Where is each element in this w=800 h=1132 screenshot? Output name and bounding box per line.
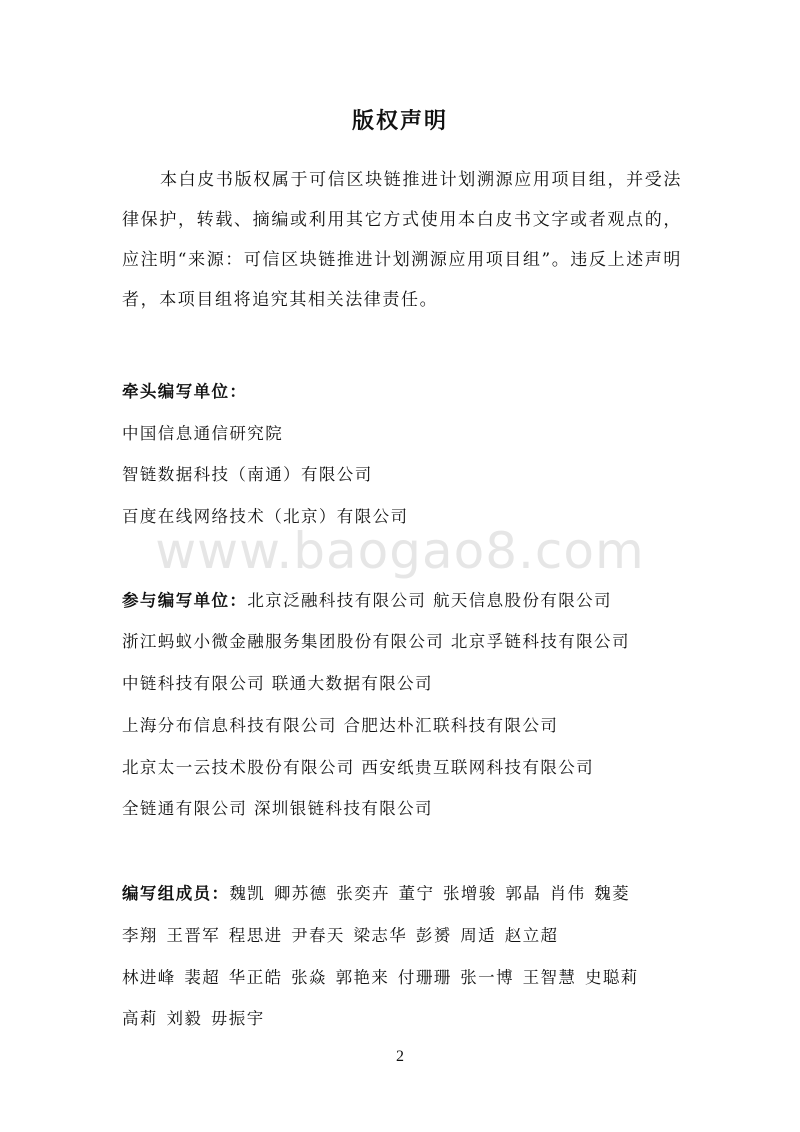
participating-unit-line: 上海分布信息科技有限公司 合肥达朴汇联科技有限公司 bbox=[122, 716, 559, 735]
participating-units-line-first bbox=[122, 587, 722, 611]
members-line: 高莉 刘毅 毋振宇 bbox=[122, 1009, 265, 1028]
watermark: www.baogao8.com bbox=[155, 522, 645, 580]
members-line-first bbox=[122, 880, 722, 904]
lead-unit-item: 中国信息通信研究院 bbox=[122, 424, 284, 443]
members-label: 编写组成员： bbox=[122, 884, 230, 903]
participating-unit-line: 北京太一云技术股份有限公司 西安纸贵互联网科技有限公司 bbox=[122, 758, 595, 777]
participating-unit-line: 浙江蚂蚁小微金融服务集团股份有限公司 北京孚链科技有限公司 bbox=[122, 632, 630, 651]
participating-unit-line: 中链科技有限公司 联通大数据有限公司 bbox=[122, 674, 433, 693]
members-line: 魏凯 卿苏德 张奕卉 董宁 张增骏 郭晶 肖伟 魏菱 bbox=[229, 884, 631, 903]
participating-unit-line: 全链通有限公司 深圳银链科技有限公司 bbox=[122, 799, 433, 818]
participating-unit-line: 北京泛融科技有限公司 航天信息股份有限公司 bbox=[247, 591, 612, 610]
page-number: 2 bbox=[396, 1048, 404, 1065]
copyright-statement: 本白皮书版权属于可信区块链推进计划溯源应用项目组，并受法律保护，转载、摘编或利用其它方式使用本白皮书文字或者观点的，应注明“来源：可信区块链推进计划溯源应用项目组”。违反上述声明者，本项目组将追究其相关法律责任。 bbox=[122, 170, 682, 310]
participating-units-label: 参与编写单位： bbox=[122, 591, 248, 610]
lead-unit-item: 智链数据科技（南通）有限公司 bbox=[122, 465, 373, 484]
lead-unit-item: 百度在线网络技术（北京）有限公司 bbox=[122, 507, 409, 526]
lead-units-label: 牵头编写单位： bbox=[122, 382, 248, 401]
members-line: 李翔 王晋军 程思进 尹春天 梁志华 彭赟 周适 赵立超 bbox=[122, 926, 559, 945]
page-title: 版权声明 bbox=[351, 108, 448, 134]
members-line: 林进峰 裴超 华正皓 张焱 郭艳来 付珊珊 张一博 王智慧 史聪莉 bbox=[122, 968, 639, 987]
